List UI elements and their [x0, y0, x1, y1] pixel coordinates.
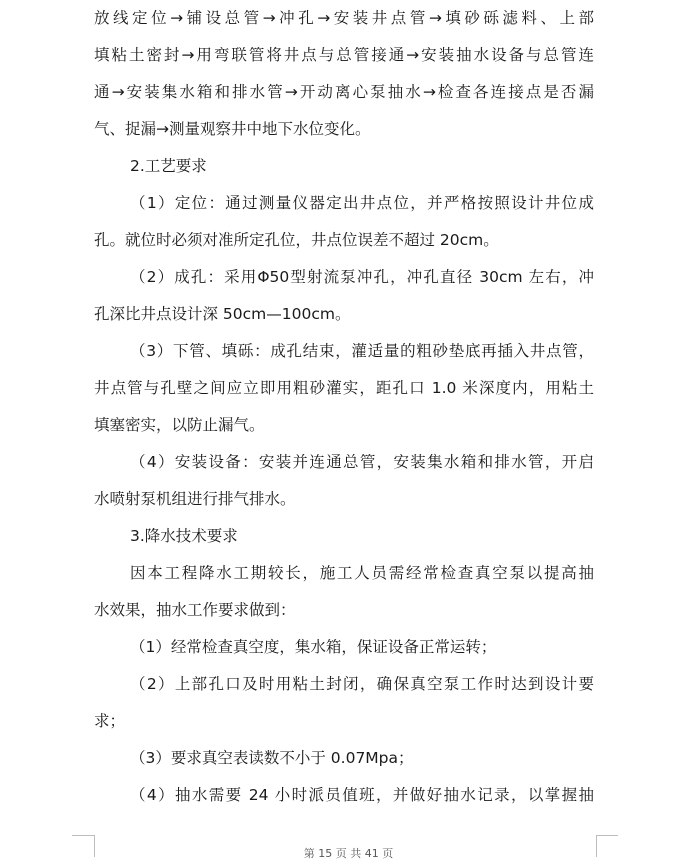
section-heading: 3.降水技术要求: [130, 527, 238, 545]
paragraph-line: （3）下管、填砾：成孔结束，灌适量的粗砂垫底再插入井点管，: [130, 342, 594, 360]
paragraph-line: （2）成孔：采用Φ50型射流泵冲孔，冲孔直径 30cm 左右，冲: [130, 268, 594, 286]
paragraph-line: 因本工程降水工期较长，施工人员需经常检查真空泵以提高抽: [130, 564, 594, 582]
paragraph-line: （4）安装设备：安装并连通总管，安装集水箱和排水管，开启: [130, 453, 594, 471]
paragraph-line: 井点管与孔壁之间应立即用粗砂灌实，距孔口 1.0 米深度内，用粘土: [94, 379, 594, 397]
paragraph-line: （2）上部孔口及时用粘土封闭，确保真空泵工作时达到设计要: [130, 675, 594, 693]
paragraph-line: 孔。就位时必须对准所定孔位，井点位误差不超过 20cm。: [94, 231, 499, 249]
paragraph-line: （4）抽水需要 24 小时派员值班，并做好抽水记录，以掌握抽: [130, 786, 594, 804]
paragraph-line: 求；: [94, 712, 126, 730]
paragraph-line: 水效果，抽水工作要求做到：: [94, 601, 296, 619]
paragraph-line: 水喷射泵机组进行排气排水。: [94, 490, 296, 508]
page-number-footer: 第 15 页 共 41 页: [303, 847, 394, 860]
margin-corner-mark-left-horizontal: [72, 835, 94, 836]
paragraph-line: 填塞密实，以防止漏气。: [94, 416, 265, 434]
paragraph-line: 放线定位→铺设总管→冲孔→安装井点管→填砂砾滤料、上部: [94, 9, 594, 27]
paragraph-line: （1）定位：通过测量仪器定出井点位，并严格按照设计井位成: [130, 194, 594, 212]
margin-corner-mark-right-horizontal: [596, 835, 618, 836]
paragraph-line: 孔深比井点设计深 50cm—100cm。: [94, 305, 351, 323]
paragraph-line: 填粘土密封→用弯联管将井点与总管接通→安装抽水设备与总管连: [94, 46, 594, 64]
paragraph-line: 通→安装集水箱和排水管→开动离心泵抽水→检查各连接点是否漏: [94, 83, 594, 101]
section-heading: 2.工艺要求: [130, 157, 207, 175]
paragraph-line: 气、捉漏→测量观察井中地下水位变化。: [94, 120, 371, 138]
paragraph-line: （1）经常检查真空度，集水箱，保证设备正常运转；: [130, 638, 497, 656]
paragraph-line: （3）要求真空表读数不小于 0.07Mpa；: [130, 749, 414, 767]
